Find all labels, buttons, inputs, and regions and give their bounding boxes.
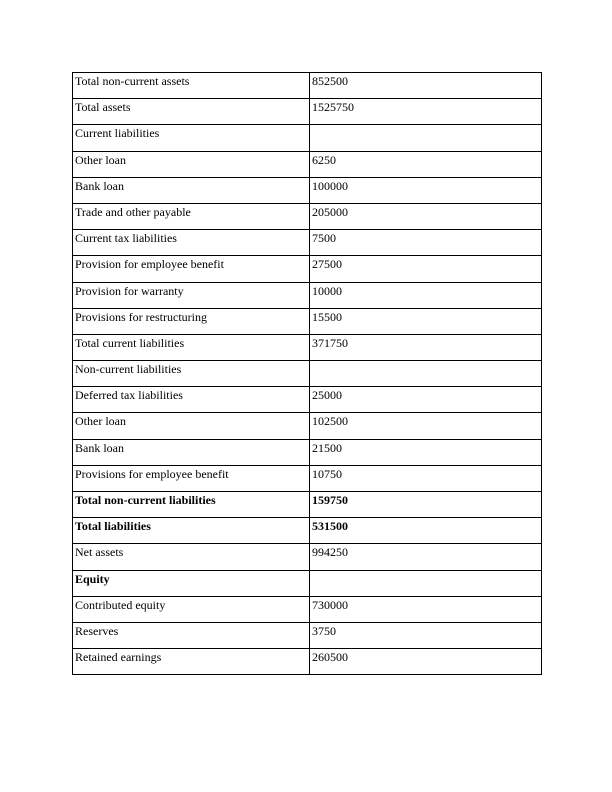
- row-label: Other loan: [73, 151, 310, 177]
- row-value: 531500: [310, 518, 542, 544]
- row-value: 100000: [310, 177, 542, 203]
- row-value: [310, 361, 542, 387]
- row-label: Total current liabilities: [73, 334, 310, 360]
- table-row: [73, 492, 542, 518]
- row-value: 159750: [310, 492, 542, 518]
- row-value: 25000: [310, 387, 542, 413]
- row-value: 21500: [310, 439, 542, 465]
- row-label: Non-current liabilities: [73, 361, 310, 387]
- row-label: Net assets: [73, 544, 310, 570]
- row-value: 371750: [310, 334, 542, 360]
- table-row: [73, 413, 542, 439]
- table-row: [73, 282, 542, 308]
- table-row: [73, 465, 542, 491]
- row-label: Trade and other payable: [73, 203, 310, 229]
- row-value: 1525750: [310, 99, 542, 125]
- row-value: 15500: [310, 308, 542, 334]
- row-value: 10750: [310, 465, 542, 491]
- row-label: Provision for employee benefit: [73, 256, 310, 282]
- row-value: 3750: [310, 622, 542, 648]
- table-row: [73, 177, 542, 203]
- row-value: [310, 570, 542, 596]
- table-row: [73, 203, 542, 229]
- row-value: [310, 125, 542, 151]
- row-label: Provisions for restructuring: [73, 308, 310, 334]
- row-label: Other loan: [73, 413, 310, 439]
- table-row: [73, 439, 542, 465]
- balance-sheet-rows: [73, 73, 542, 675]
- table-row: [73, 596, 542, 622]
- row-label: Current tax liabilities: [73, 230, 310, 256]
- row-value: 205000: [310, 203, 542, 229]
- row-label: Total liabilities: [73, 518, 310, 544]
- row-label: Equity: [73, 570, 310, 596]
- table-row: [73, 518, 542, 544]
- row-value: 27500: [310, 256, 542, 282]
- row-value: 10000: [310, 282, 542, 308]
- table-row: [73, 73, 542, 99]
- row-label: Total assets: [73, 99, 310, 125]
- table-row: [73, 544, 542, 570]
- row-label: Total non-current liabilities: [73, 492, 310, 518]
- table-row: [73, 99, 542, 125]
- table-row: [73, 230, 542, 256]
- row-label: Reserves: [73, 622, 310, 648]
- row-label: Provisions for employee benefit: [73, 465, 310, 491]
- row-value: 7500: [310, 230, 542, 256]
- row-label: Deferred tax liabilities: [73, 387, 310, 413]
- row-label: Current liabilities: [73, 125, 310, 151]
- table-row: [73, 570, 542, 596]
- row-label: Total non-current assets: [73, 73, 310, 99]
- row-label: Contributed equity: [73, 596, 310, 622]
- row-label: Bank loan: [73, 177, 310, 203]
- table-row: [73, 125, 542, 151]
- row-value: 852500: [310, 73, 542, 99]
- row-value: 260500: [310, 649, 542, 675]
- row-value: 102500: [310, 413, 542, 439]
- table-row: [73, 622, 542, 648]
- row-label: Retained earnings: [73, 649, 310, 675]
- row-value: 994250: [310, 544, 542, 570]
- table-row: [73, 649, 542, 675]
- row-label: Bank loan: [73, 439, 310, 465]
- row-value: 6250: [310, 151, 542, 177]
- table-row: [73, 334, 542, 360]
- table-row: [73, 256, 542, 282]
- table-row: [73, 308, 542, 334]
- table-row: [73, 387, 542, 413]
- table-row: [73, 151, 542, 177]
- balance-sheet-table: [72, 72, 542, 675]
- row-value: 730000: [310, 596, 542, 622]
- table-row: [73, 361, 542, 387]
- row-label: Provision for warranty: [73, 282, 310, 308]
